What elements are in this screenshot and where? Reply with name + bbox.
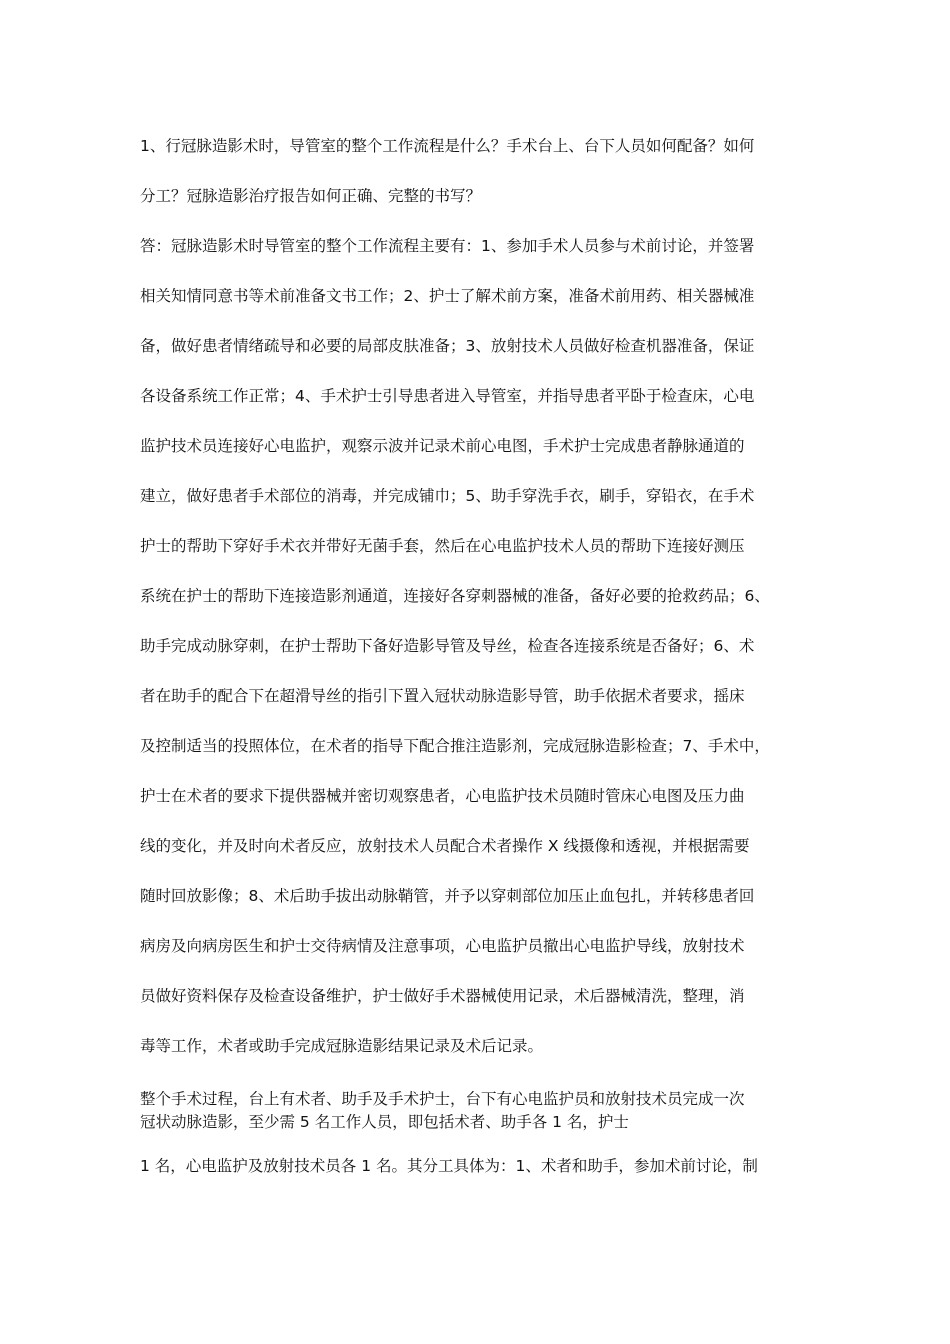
answer-line: 护士的帮助下穿好手术衣并带好无菌手套，然后在心电监护技术人员的帮助下连接好测压 <box>140 537 745 555</box>
answer-line: 建立，做好患者手术部位的消毒，并完成铺巾；5、助手穿洗手衣，刷手，穿铅衣，在手术 <box>140 487 755 505</box>
answer-line: 相关知情同意书等术前准备文书工作；2、护士了解术前方案，准备术前用药、相关器械准 <box>140 287 755 305</box>
answer-line: 及控制适当的投照体位，在术者的指导下配合推注造影剂，完成冠脉造影检查；7、手术中， <box>140 737 770 755</box>
answer-line: 答：冠脉造影术时导管室的整个工作流程主要有：1、参加手术人员参与术前讨论，并签署 <box>140 237 755 255</box>
staffing-line: 冠状动脉造影，至少需 5 名工作人员，即包括术者、助手各 1 名，护士 <box>140 1113 629 1131</box>
answer-line: 线的变化，并及时向术者反应，放射技术人员配合术者操作 X 线摄像和透视，并根据需要 <box>140 837 750 855</box>
question-line: 分工？冠脉造影治疗报告如何正确、完整的书写？ <box>140 187 482 205</box>
answer-line: 各设备系统工作正常；4、手术护士引导患者进入导管室，并指导患者平卧于检查床，心电 <box>140 387 755 405</box>
answer-line: 系统在护士的帮助下连接造影剂通道，连接好各穿刺器械的准备，备好必要的抢救药品；6、 <box>140 587 770 605</box>
answer-line: 员做好资料保存及检查设备维护，护士做好手术器械使用记录，术后器械清洗，整理，消 <box>140 987 745 1005</box>
answer-line: 病房及向病房医生和护士交待病情及注意事项，心电监护员撤出心电监护导线，放射技术 <box>140 937 745 955</box>
answer-line: 随时回放影像；8、术后助手拔出动脉鞘管，并予以穿刺部位加压止血包扎，并转移患者回 <box>140 887 755 905</box>
answer-line: 监护技术员连接好心电监护，观察示波并记录术前心电图，手术护士完成患者静脉通道的 <box>140 437 745 455</box>
answer-line: 护士在术者的要求下提供器械并密切观察患者，心电监护技术员随时管床心电图及压力曲 <box>140 787 745 805</box>
answer-line: 助手完成动脉穿刺，在护士帮助下备好造影导管及导丝，检查各连接系统是否备好；6、术 <box>140 637 755 655</box>
answer-line: 备，做好患者情绪疏导和必要的局部皮肤准备；3、放射技术人员做好检查机器准备，保证 <box>140 337 755 355</box>
question-line: 1、行冠脉造影术时，导管室的整个工作流程是什么？手术台上、台下人员如何配备？如何 <box>140 137 755 155</box>
answer-line: 毒等工作，术者或助手完成冠脉造影结果记录及术后记录。 <box>140 1037 544 1055</box>
staffing-line: 整个手术过程，台上有术者、助手及手术护士，台下有心电监护员和放射技术员完成一次 <box>140 1090 745 1108</box>
staffing-line: 1 名，心电监护及放射技术员各 1 名。其分工具体为：1、术者和助手，参加术前讨论，制 <box>140 1157 758 1175</box>
answer-line: 者在助手的配合下在超滑导丝的指引下置入冠状动脉造影导管，助手依据术者要求，摇床 <box>140 687 745 705</box>
